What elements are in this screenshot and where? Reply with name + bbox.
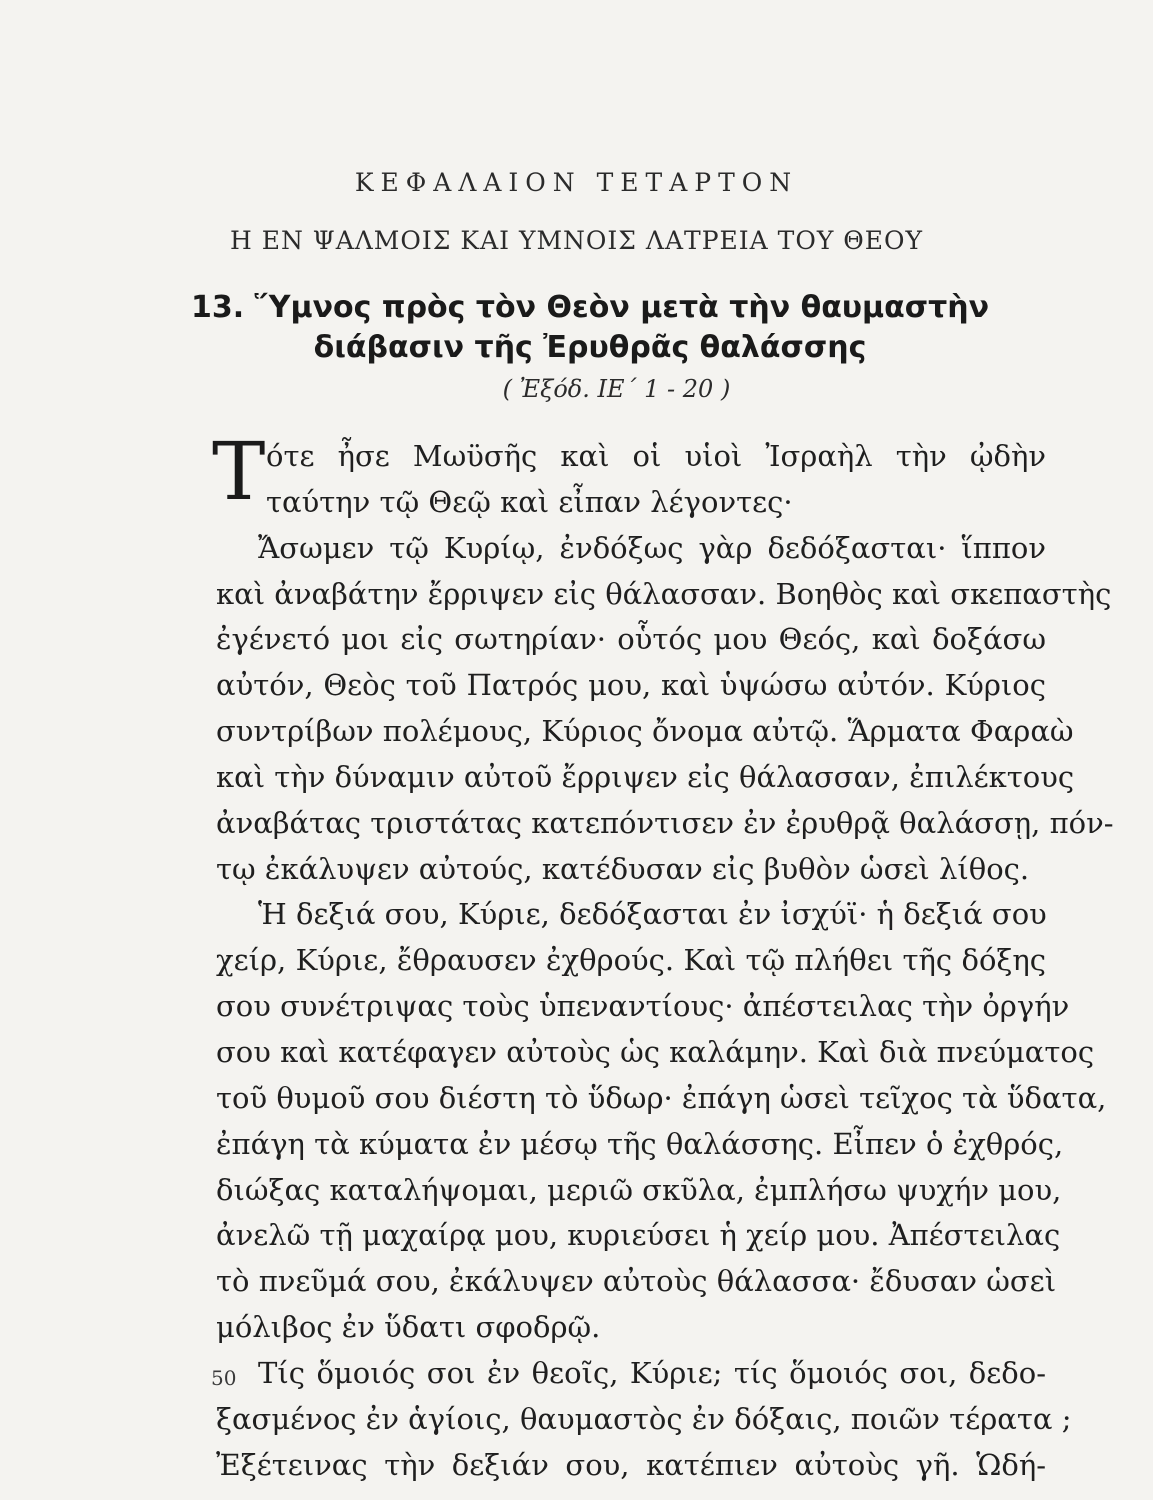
scripture-reference: ( Ἐξόδ. ΙΕ΄ 1 - 20 ) bbox=[502, 375, 731, 403]
chapter-heading: ΚΕΦΑΛΑΙΟΝ ΤΕΤΑΡΤΟΝ bbox=[354, 168, 799, 197]
section-title-line-1: 13. Ὕμνος πρὸς τὸν Θεὸν μετὰ τὴν θαυμαστὴν bbox=[190, 290, 990, 325]
section-title-line-2: διάβασιν τῆς Ἐρυθρᾶς θαλάσσης bbox=[313, 330, 867, 365]
text-line: τοῦ θυμοῦ σου διέστη τὸ ὕδωρ· ἐπάγη ὡσεὶ τεῖχος τὰ ὕδατα, bbox=[216, 1080, 1107, 1115]
text-line: τῳ ἐκάλυψεν αὐτούς, κατέδυσαν εἰς βυθὸν ὡσεὶ λίθος. bbox=[216, 851, 1030, 886]
text-line: ἀνελῶ τῇ μαχαίρᾳ μου, κυριεύσει ἡ χείρ μου. Ἀπέστειλας bbox=[216, 1218, 1061, 1253]
text-line: ἀναβάτας τριστάτας κατεπόντισεν ἐν ἐρυθρᾷ θαλάσσῃ, πόν- bbox=[216, 805, 1114, 840]
text-line: καὶ τὴν δύναμιν αὐτοῦ ἔρριψεν εἰς θάλασσαν, ἐπιλέκτους bbox=[216, 759, 1075, 794]
text-line: αὐτόν, Θεὸς τοῦ Πατρός μου, καὶ ὑψώσω αὐτόν. Κύριος bbox=[216, 668, 1046, 703]
chapter-subtitle: Η ΕΝ ΨΑΛΜΟΙΣ ΚΑΙ ΥΜΝΟΙΣ ΛΑΤΡΕΙΑ ΤΟΥ ΘΕΟΥ bbox=[229, 226, 924, 255]
text-line: διώξας καταλήψομαι, μεριῶ σκῦλα, ἐμπλήσω ψυχήν μου, bbox=[216, 1172, 1062, 1207]
text-line: ταύτην τῷ Θεῷ καὶ εἶπαν λέγοντες· bbox=[266, 484, 793, 519]
text-line: ἐγένετό μοι εἰς σωτηρίαν· οὗτός μου Θεός, καὶ δοξάσω bbox=[216, 622, 1046, 657]
page-number: 50 bbox=[211, 1366, 237, 1390]
text-line: μόλιβος ἐν ὕδατι σφοδρῷ. bbox=[216, 1310, 601, 1345]
text-line: συντρίβων πολέμους, Κύριος ὄνομα αὐτῷ. Ἅρματα Φαραὼ bbox=[216, 714, 1074, 749]
text-line: ξασμένος ἐν ἁγίοις, θαυμαστὸς ἐν δόξαις, ποιῶν τέρατα ; bbox=[216, 1401, 1072, 1436]
body-text bbox=[216, 437, 1114, 1491]
text-line: Τίς ὅμοιός σοι ἐν θεοῖς, Κύριε; τίς ὅμοιός σοι, δεδο- bbox=[258, 1355, 1046, 1390]
text-line: ότε ἦσε Μωϋσῆς καὶ οἱ υἱοὶ Ἰσραὴλ τὴν ᾠδὴν bbox=[266, 439, 1046, 473]
text-line: σου καὶ κατέφαγεν αὐτοὺς ὡς καλάμην. Καὶ διὰ πνεύματος bbox=[216, 1034, 1095, 1069]
text-line: καὶ ἀναβάτην ἔρριψεν εἰς θάλασσαν. Βοηθὸς καὶ σκεπαστὴς bbox=[216, 576, 1112, 611]
text-line: τὸ πνεῦμά σου, ἐκάλυψεν αὐτοὺς θάλασσα· ἔδυσαν ὡσεὶ bbox=[216, 1264, 1057, 1299]
text-line: χείρ, Κύριε, ἔθραυσεν ἐχθρούς. Καὶ τῷ πλήθει τῆς δόξης bbox=[216, 943, 1046, 978]
text-line: σου συνέτριψας τοὺς ὑπεναντίους· ἀπέστειλας τὴν ὀργήν bbox=[216, 989, 1070, 1024]
text-line: Ἡ δεξιά σου, Κύριε, δεδόξασται ἐν ἰσχύϊ· ἡ δεξιά σου bbox=[258, 897, 1047, 932]
text-line: Ἄσωμεν τῷ Κυρίῳ, ἐνδόξως γὰρ δεδόξασται· ἵππον bbox=[258, 530, 1046, 565]
text-line: Ἐξέτεινας τὴν δεξιάν σου, κατέπιεν αὐτοὺς γῆ. Ὡδή- bbox=[216, 1447, 1046, 1482]
section-title bbox=[150, 288, 1030, 368]
text-line: ἐπάγη τὰ κύματα ἐν μέσῳ τῆς θαλάσσης. Εἶπεν ὁ ἐχθρός, bbox=[216, 1126, 1064, 1161]
drop-cap: Τ bbox=[212, 425, 266, 518]
